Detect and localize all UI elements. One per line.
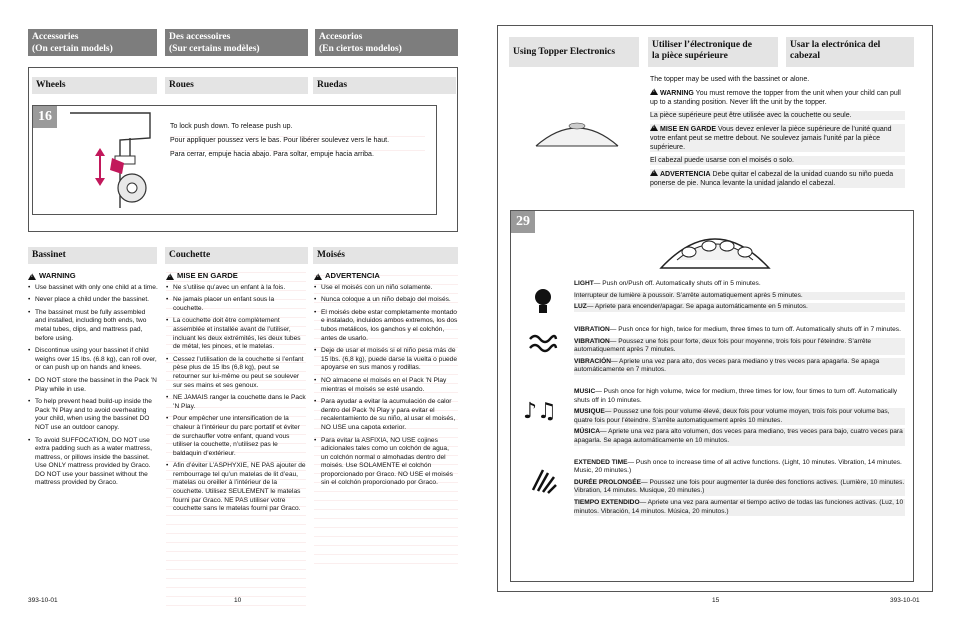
warning-heading: ! ADVERTENCIA [314,272,458,281]
vibration-waves-icon [520,326,566,378]
warning-heading: ! WARNING [28,272,158,281]
wheels-es: Para cerrar, empuje hacia abajo. Para soltar, empuje hacia arriba. [170,150,425,159]
control-description: VIBRATION— Poussez une fois pour forte, deux fois pour moyenne, trois fois pour l’éteindre. S’arrête automatiquement après 7 minutes. [574,338,905,355]
svg-text:♪♫: ♪♫ [523,398,557,424]
wheels-en: To lock push down. To release push up. [170,123,293,130]
intro-paragraph: The topper may be used with the bassinet or alone. [650,76,810,83]
control-description: EXTENDED TIME— Push once to increase time of all active functions. (Light, 10 minutes. Vibration, 14 minutes. Music, 20 minutes.) [574,458,902,475]
sub-couchette: Couchette [165,247,308,264]
control-name: TIEMPO EXTENDIDO [574,498,640,506]
control-name: MUSIQUE [574,408,605,416]
control-group [520,326,905,378]
warning-label: !WARNING [650,90,694,97]
page-number: 10 [234,597,242,604]
header-fr: Des accessoires (Sur certains modèles) [165,29,308,56]
warning-item: • Use bassinet with only one child at a time. [28,284,158,293]
extended-time-icon [520,459,566,520]
warning-item: • El moisés debe estar completamente montado e instalado, incluidos ambos extremos, los dos tubos metálicos, los ganchos y el colchón, antes de usarlo. [314,309,458,343]
header-utiliser: Utiliser l’électronique de la pièce supérieure [648,37,778,67]
warning-heading: ! MISE EN GARDE [166,272,306,281]
control-description: MÚSICA— Apriete una vez para alto volumen, dos veces para mediano, tres veces para bajo, cuatro veces para apagarla. Se apaga automáticamente en 10 minutos. [574,428,905,445]
sub-wheels: Wheels [32,77,157,94]
warning-item: • Never place a child under the bassinet. [28,296,158,305]
intro-paragraph: !ADVERTENCIA Debe quitar el cabezal de la unidad cuando su niño pueda ponerse de pie. Nunca levante la unidad jalando el cabezal. [650,169,905,188]
wheels-fr: Pour appliquer poussez vers le bas. Pour libérer soulevez vers le haut. [170,136,425,145]
warning-label: !ADVERTENCIA [650,171,711,178]
warning-triangle-icon [28,273,36,280]
control-description: LIGHT— Push on/Push off. Automatically shuts off in 5 minutes. [574,280,761,287]
warning-triangle-icon [314,273,322,280]
control-name: VIBRATION [574,326,610,333]
topper-intro [650,75,905,192]
light-bulb-icon [520,280,566,316]
doc-code: 393-10-01 [890,597,920,604]
control-group [520,388,905,449]
control-name: MUSIC [574,387,596,395]
warning-item: • La couchette doit être complètement assemblée et installée avant de l’utiliser, incluant les deux extrémités, les deux tubes de métal, les pinces, et le matelas. [166,317,306,351]
control-descriptions [520,280,905,529]
warning-triangle-icon [650,124,658,131]
warning-label: !MISE EN GARDE [650,126,716,133]
control-group [520,459,905,520]
control-name: VIBRACIÓN [574,357,611,365]
header-es: Accesorios (En ciertos modelos) [315,29,458,56]
warning-item: • Use el moisés con un niño solamente. [314,284,458,293]
control-description: MUSIC— Push once for high volume, twice for medium, three times for low, four times to turn off. Automatically shuts off in 10 minutes. [574,387,898,404]
control-name: LIGHT [574,280,594,287]
step-number: 16 [33,106,57,128]
control-description: Interrupteur de lumière à poussoir. S’arrête automatiquement après 5 minutes. [574,292,905,301]
topper-illustration [532,110,622,150]
header-en: Accessories (On certain models) [28,29,157,56]
warnings-fr [166,272,306,614]
warning-item: • To help prevent head build-up inside the Pack ’N Play and to avoid overheating your child, when using the bassinet DO NOT use an outdoor canopy. [28,398,158,432]
wheel-illustration [60,108,160,212]
step-number: 29 [511,211,535,233]
page-number: 15 [712,597,720,604]
warning-item: • Para ayudar a evitar la acumulación de calor dentro del Pack ’N Play y para evitar el recalentamiento de su niño, al usar el moisés, NO USE una capota exterior. [314,398,458,432]
warning-item: • The bassinet must be fully assembled and installed, including both ends, two metal tubes, clips, and mattress pad, before using. [28,309,158,343]
header-usar: Usar la electrónica del cabezal [786,37,914,67]
intro-paragraph: El cabezal puede usarse con el moisés o solo. [650,156,905,165]
music-notes-icon [520,388,566,449]
warning-item: • Cessez l’utilisation de la couchette si l’enfant pèse plus de 15 lbs (6,8 kg), peut se retourner sur lui-même ou peut se soulever sur ses mains et ses genoux. [166,356,306,390]
warnings-es [314,272,458,572]
warning-item: • Ne jamais placer un enfant sous la couchette. [166,296,306,313]
control-name: MÚSICA [574,428,601,436]
warning-item: • NE JAMAIS ranger la couchette dans le Pack ’N Play. [166,394,306,411]
warning-item: • Nunca coloque a un niño debajo del moisés. [314,296,458,305]
control-description: MUSIQUE— Poussez une fois pour volume élevé, deux fois pour volume moyen, trois fois pour volume bas, quatre fois pour l’éteindre. S’arrête automatiquement après 10 minutes. [574,408,905,425]
control-description: TIEMPO EXTENDIDO— Apriete una vez para aumentar el tiempo activo de todas las funciones activas. (Luz, 10 minutos. Vibración, 14 minutos. Música, 20 minutos.) [574,498,904,515]
warning-triangle-icon [650,169,658,176]
sub-ruedas: Ruedas [313,77,456,94]
warning-item: • To avoid SUFFOCATION, DO NOT use extra padding such as a water mattress, mattress, or pillows inside the bassinet. Use ONLY mattress provided by Graco. DO NOT use your bassinet without the mattress provided by Graco. [28,437,158,489]
control-name: DURÉE PROLONGÉE [574,478,642,486]
warning-item: • Afin d’éviter L’ASPHYXIE, NE PAS ajouter de rembourrage tel qu’un matelas de lit d’eau, matelas ou oreiller à l’intérieur de la couchette. Utilisez SEULEMENT le matelas fourni par Graco. NE PAS utiliser votre couchette sans le matelas fourni par Graco. [166,462,306,514]
warning-triangle-icon [650,88,658,95]
control-description: VIBRATION— Push once for high, twice for medium, three times to turn off. Automatically shuts off in 7 minutes. [574,326,901,333]
intro-paragraph: !MISE EN GARDE Vous devez enlever la pièce supérieure de l’unité quand votre enfant peut se mettre debout. Ne soulevez jamais l’unité par la pièce supérieure. [650,124,905,152]
intro-paragraph: !WARNING You must remove the topper from the unit when your child can pull up to a standing position. Never lift the unit by the topper. [650,88,905,107]
control-description: DURÉE PROLONGÉE— Poussez une fois pour augmenter la durée des fonctions actives. (Lumière, 10 minutes. Vibration, 14 minutes. Musique, 20 minutes.) [574,478,905,495]
intro-paragraph: La pièce supérieure peut être utilisée avec la couchette ou seule. [650,111,905,120]
header-using-topper: Using Topper Electronics [509,37,639,67]
control-name: VIBRATION [574,337,610,345]
warning-item: • Ne s’utilise qu’avec un enfant à la fois. [166,284,306,293]
control-description: VIBRACIÓN— Apriete una vez para alto, dos veces para mediano y tres veces para apagarla. Se apaga automáticamente en 7 minutos. [574,358,905,375]
sub-bassinet: Bassinet [28,247,157,264]
warnings-en [28,272,158,492]
warning-item: • Discontinue using your bassinet if child weighs over 15 lbs. (6.8 kg), can roll over, or can push up on hands and knees. [28,347,158,373]
control-name: EXTENDED TIME [574,458,628,466]
sub-moises: Moisés [313,247,458,264]
warning-item: • NO almacene el moisés en el Pack ’N Play mientras el moisés se esté usando. [314,377,458,394]
control-group [520,280,905,316]
doc-code: 393-10-01 [28,597,58,604]
warning-triangle-icon [166,273,174,280]
control-name: LUZ [574,303,587,311]
warning-item: • Deje de usar el moisés si el niño pesa más de 15 lbs. (6,8 kg), puede darse la vuelta o puede apoyarse en sus manos y rodillas. [314,347,458,373]
control-panel-illustration [655,220,775,274]
warning-item: • Pour empêcher une intensification de la chaleur à l’intérieur du parc portatif et éviter de surchauffer votre enfant, quand vous utiliser la couchette, n’utilisez pas le baldaquin d’extérieur. [166,415,306,458]
sub-roues: Roues [165,77,308,94]
warning-item: • Para evitar la ASFIXIA, NO USE cojines adicionales tales como un colchón de agua, un colchón normal o almohadas dentro del moisés. Use SOLAMENTE el colchón proporcionado por Graco. NO USE el moisés sin el colchón proporcionado por Graco. [314,437,458,489]
warning-item: • DO NOT store the bassinet in the Pack ’N Play while in use. [28,377,158,394]
control-description: LUZ— Apriete para encender/apagar. Se apaga automáticamente en 5 minutos. [574,303,905,312]
